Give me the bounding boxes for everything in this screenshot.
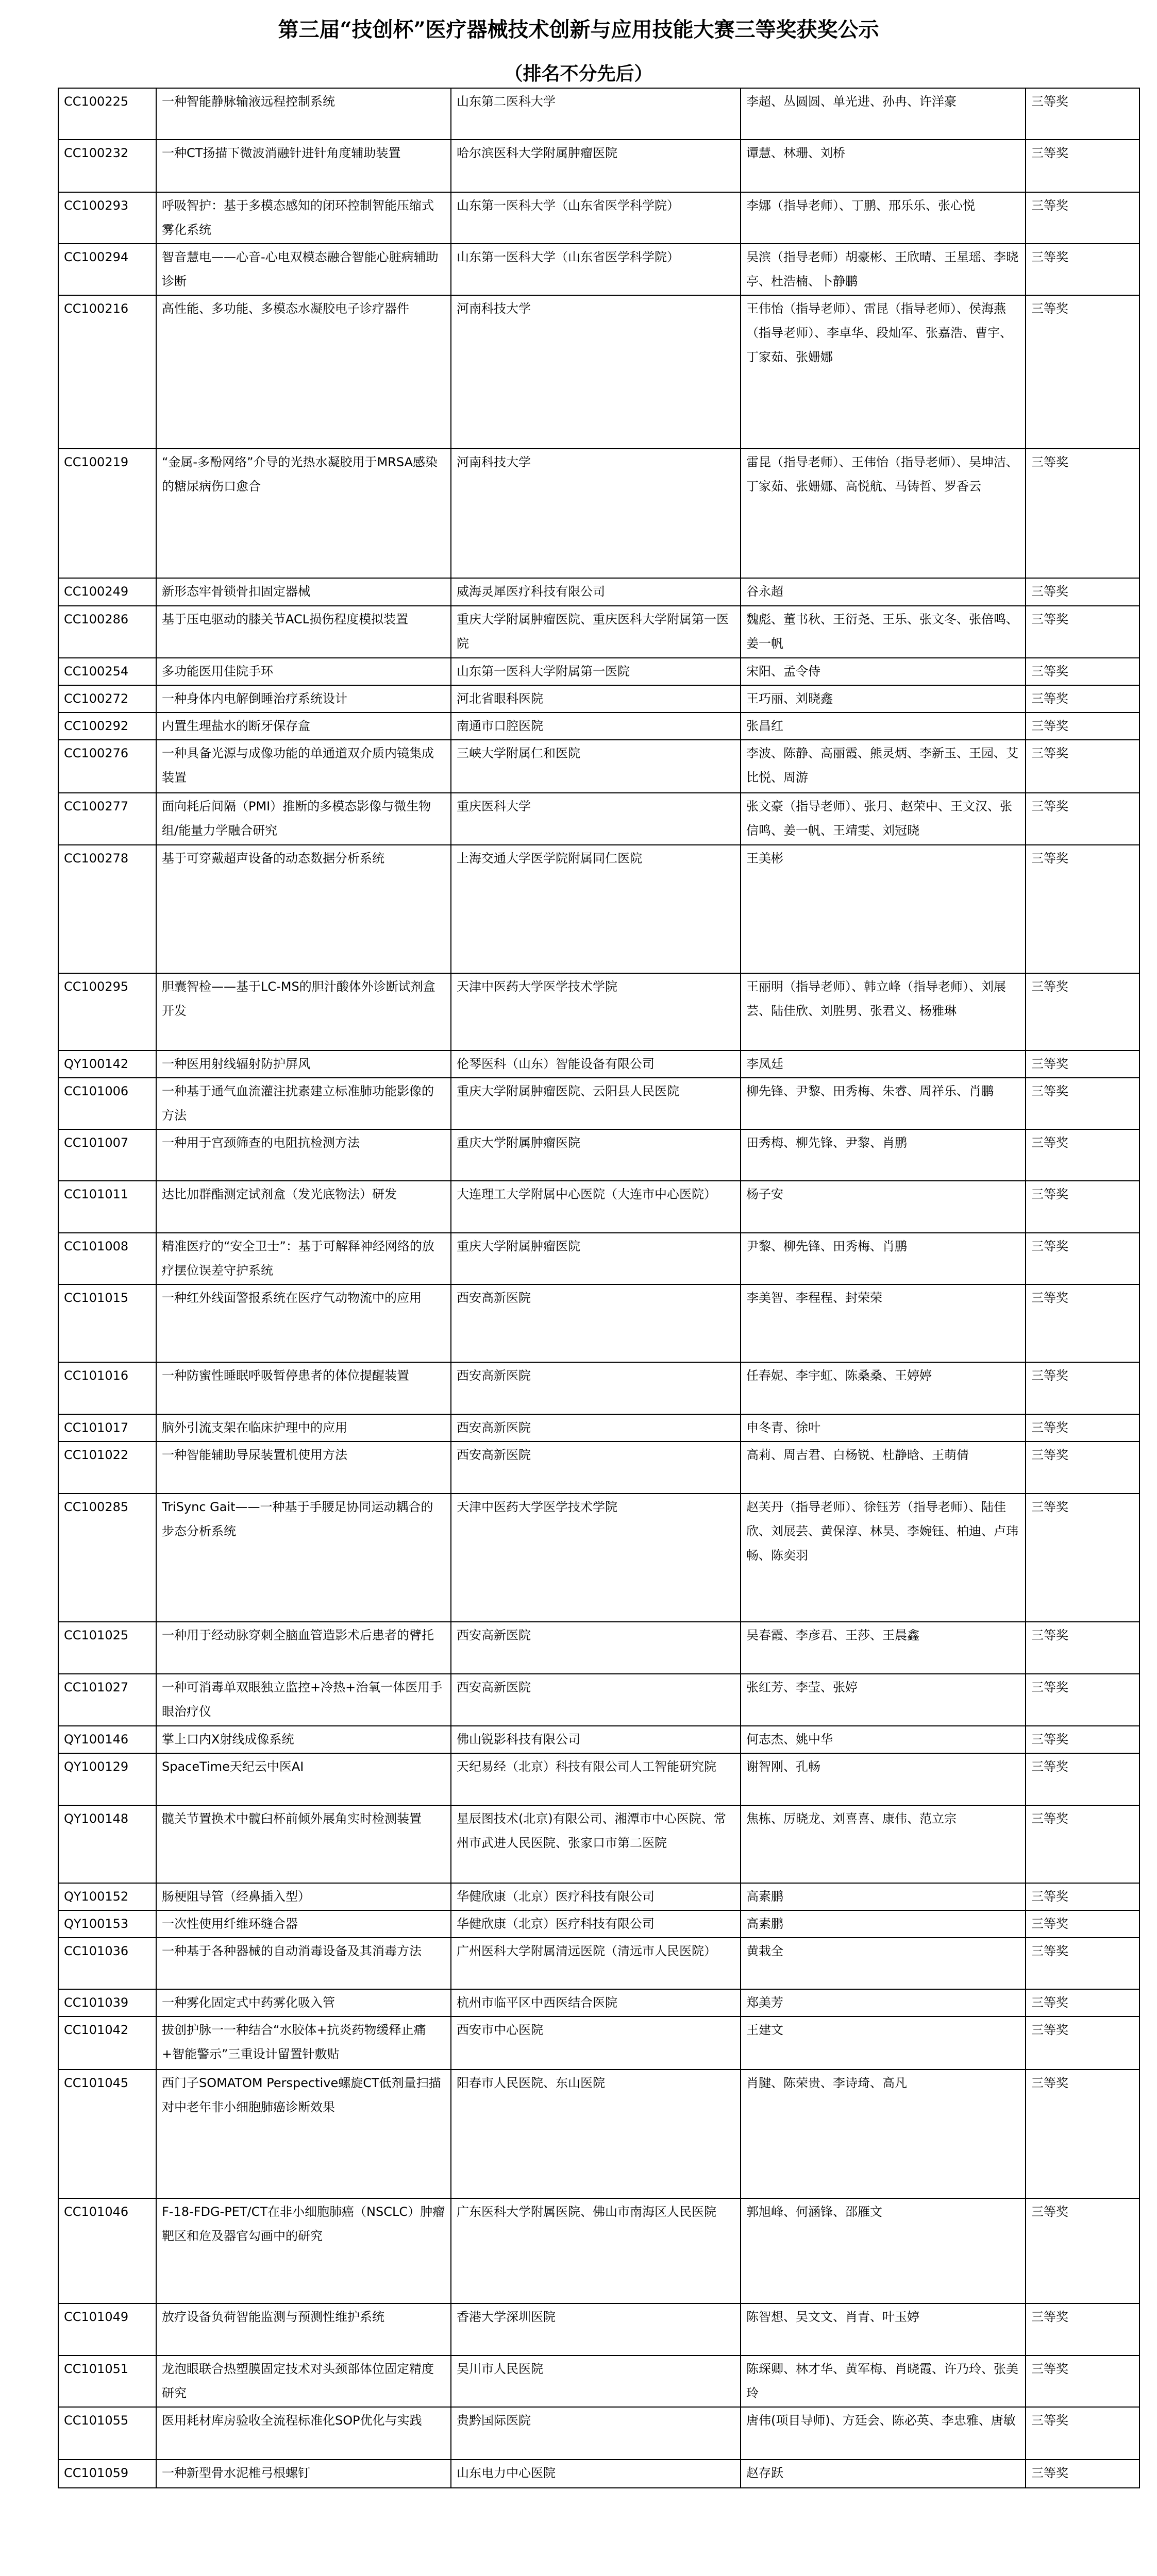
- award-id-cell: QY100129: [58, 1753, 156, 1805]
- members-cell: 王丽明（指导老师）、韩立峰（指导老师）、刘展芸、陆佳欣、刘胜男、张君义、杨雅琳: [741, 973, 1026, 1050]
- prize-cell: 三等奖: [1026, 1078, 1139, 1129]
- table-row: [58, 793, 1139, 845]
- project-name-cell: 胆囊智检——基于LC-MS的胆汁酸体外诊断试剂盒开发: [156, 973, 451, 1050]
- project-name-cell: 龙泡眼联合热塑膜固定技术对头颈部体位固定精度研究: [156, 2355, 451, 2407]
- award-id-cell: QY100148: [58, 1805, 156, 1883]
- table-row: [58, 1726, 1139, 1753]
- award-id-cell: CC100286: [58, 606, 156, 658]
- award-id-cell: CC100293: [58, 192, 156, 244]
- members-cell: 尹黎、柳先锋、田秀梅、肖鹏: [741, 1233, 1026, 1284]
- unit-cell: 佛山锐影科技有限公司: [451, 1726, 741, 1753]
- unit-cell: 河南科技大学: [451, 449, 741, 578]
- members-cell: 谷永超: [741, 578, 1026, 606]
- project-name-cell: “金属-多酚网络”介导的光热水凝胶用于MRSA感染的糖尿病伤口愈合: [156, 449, 451, 578]
- prize-cell: 三等奖: [1026, 793, 1139, 845]
- unit-cell: 山东第二医科大学: [451, 88, 741, 140]
- project-name-cell: F-18-FDG-PET/CT在非小细胞肺癌（NSCLC）肿瘤靶区和危及器官勾画中的研究: [156, 2198, 451, 2303]
- prize-cell: 三等奖: [1026, 606, 1139, 658]
- unit-cell: 天津中医药大学医学技术学院: [451, 973, 741, 1050]
- prize-cell: 三等奖: [1026, 578, 1139, 606]
- table-row: [58, 295, 1139, 449]
- members-cell: 何志杰、姚中华: [741, 1726, 1026, 1753]
- table-row: [58, 449, 1139, 578]
- members-cell: 张文豪（指导老师）、张月、赵荣中、王文汉、张信鸣、姜一帆、王靖雯、刘冠晓: [741, 793, 1026, 845]
- members-cell: 吴春霞、李彦君、王莎、王晨鑫: [741, 1622, 1026, 1674]
- prize-cell: 三等奖: [1026, 244, 1139, 295]
- prize-cell: 三等奖: [1026, 449, 1139, 578]
- members-cell: 郭旭峰、何涵锋、邵雁文: [741, 2198, 1026, 2303]
- unit-cell: 重庆医科大学: [451, 793, 741, 845]
- unit-cell: 河北省眼科医院: [451, 685, 741, 713]
- unit-cell: 重庆大学附属肿瘤医院、重庆医科大学附属第一医院: [451, 606, 741, 658]
- members-cell: 张红芳、李莹、张婷: [741, 1674, 1026, 1726]
- project-name-cell: 智音慧电——心音-心电双模态融合智能心脏病辅助诊断: [156, 244, 451, 295]
- members-cell: 宋阳、孟令侍: [741, 658, 1026, 685]
- members-cell: 唐伟(项目导师)、方廷会、陈必英、李忠雅、唐敏: [741, 2407, 1026, 2460]
- award-id-cell: CC100292: [58, 713, 156, 740]
- table-row: [58, 740, 1139, 793]
- prize-cell: 三等奖: [1026, 1753, 1139, 1805]
- members-cell: 申冬青、徐叶: [741, 1414, 1026, 1442]
- award-id-cell: CC100294: [58, 244, 156, 295]
- table-row: [58, 1233, 1139, 1284]
- members-cell: 王巧丽、刘晓鑫: [741, 685, 1026, 713]
- members-cell: 肖腱、陈荣贵、李诗琦、高凡: [741, 2070, 1026, 2198]
- prize-cell: 三等奖: [1026, 713, 1139, 740]
- project-name-cell: 一种红外线面警报系统在医疗气动物流中的应用: [156, 1284, 451, 1362]
- members-cell: 李波、陈静、高丽霞、熊灵炳、李新玉、王园、艾比悦、周游: [741, 740, 1026, 793]
- unit-cell: 华健欣康（北京）医疗科技有限公司: [451, 1883, 741, 1910]
- project-name-cell: 高性能、多功能、多模态水凝胶电子诊疗器件: [156, 295, 451, 449]
- prize-cell: 三等奖: [1026, 658, 1139, 685]
- award-id-cell: QY100142: [58, 1050, 156, 1078]
- table-row: [58, 2016, 1139, 2070]
- award-id-cell: CC100216: [58, 295, 156, 449]
- prize-cell: 三等奖: [1026, 1805, 1139, 1883]
- table-row: [58, 2460, 1139, 2488]
- prize-cell: 三等奖: [1026, 973, 1139, 1050]
- awards-table: [58, 88, 1140, 2488]
- award-id-cell: QY100152: [58, 1883, 156, 1910]
- prize-cell: 三等奖: [1026, 845, 1139, 973]
- prize-cell: 三等奖: [1026, 1414, 1139, 1442]
- prize-cell: 三等奖: [1026, 1674, 1139, 1726]
- prize-cell: 三等奖: [1026, 140, 1139, 192]
- table-row: [58, 244, 1139, 295]
- award-id-cell: CC101025: [58, 1622, 156, 1674]
- project-name-cell: 一种身体内电解倒睡治疗系统设计: [156, 685, 451, 713]
- table-row: [58, 1129, 1139, 1181]
- unit-cell: 南通市口腔医院: [451, 713, 741, 740]
- award-id-cell: CC100219: [58, 449, 156, 578]
- project-name-cell: 新形态牢骨锁骨扣固定器械: [156, 578, 451, 606]
- award-id-cell: CC100277: [58, 793, 156, 845]
- award-id-cell: CC101007: [58, 1129, 156, 1181]
- unit-cell: 西安高新医院: [451, 1622, 741, 1674]
- award-id-cell: CC101036: [58, 1938, 156, 1989]
- members-cell: 陈琛卿、林才华、黄军梅、肖晓霞、许乃玲、张美玲: [741, 2355, 1026, 2407]
- prize-cell: 三等奖: [1026, 1938, 1139, 1989]
- members-cell: 赵芙丹（指导老师）、徐钰芳（指导老师）、陆佳欣、刘展芸、黄保淳、林昊、李婉钰、柏迪、卢玮畅、陈奕羽: [741, 1494, 1026, 1622]
- members-cell: 焦栋、厉晓龙、刘喜喜、康伟、范立宗: [741, 1805, 1026, 1883]
- members-cell: 高素鹏: [741, 1910, 1026, 1938]
- table-row: [58, 845, 1139, 973]
- members-cell: 王建文: [741, 2016, 1026, 2070]
- project-name-cell: 一种雾化固定式中药雾化吸入管: [156, 1989, 451, 2016]
- table-row: [58, 2407, 1139, 2460]
- project-name-cell: SpaceTime天纪云中医AI: [156, 1753, 451, 1805]
- members-cell: 王伟怡（指导老师）、雷昆（指导老师）、侯海燕（指导老师）、李卓华、段灿军、张嘉浩、曹宇、丁家茹、张姗娜: [741, 295, 1026, 449]
- unit-cell: 重庆大学附属肿瘤医院: [451, 1129, 741, 1181]
- table-row: [58, 1494, 1139, 1622]
- unit-cell: 星辰图技术(北京)有限公司、湘潭市中心医院、常州市武进人民医院、张家口市第二医院: [451, 1805, 741, 1883]
- project-name-cell: 一种用于经动脉穿刺全脑血管造影术后患者的臂托: [156, 1622, 451, 1674]
- unit-cell: 贵黔国际医院: [451, 2407, 741, 2460]
- unit-cell: 三峡大学附属仁和医院: [451, 740, 741, 793]
- award-id-cell: CC101017: [58, 1414, 156, 1442]
- unit-cell: 哈尔滨医科大学附属肿瘤医院: [451, 140, 741, 192]
- prize-cell: 三等奖: [1026, 1622, 1139, 1674]
- project-name-cell: 精准医疗的“安全卫士”：基于可解释神经网络的放疗摆位误差守护系统: [156, 1233, 451, 1284]
- project-name-cell: 一种CT扬描下微波消融针进针角度辅助装置: [156, 140, 451, 192]
- page-title: 第三届“技创杯”医疗器械技术创新与应用技能大赛三等奖获奖公示: [278, 18, 879, 42]
- unit-cell: 天纪易经（北京）科技有限公司人工智能研究院: [451, 1753, 741, 1805]
- unit-cell: 伦琴医科（山东）智能设备有限公司: [451, 1050, 741, 1078]
- table-row: [58, 1622, 1139, 1674]
- project-name-cell: 脑外引流支架在临床护理中的应用: [156, 1414, 451, 1442]
- table-row: [58, 1284, 1139, 1362]
- unit-cell: 山东电力中心医院: [451, 2460, 741, 2488]
- project-name-cell: 医用耗材库房验收全流程标准化SOP优化与实践: [156, 2407, 451, 2460]
- unit-cell: 西安高新医院: [451, 1414, 741, 1442]
- award-id-cell: CC101049: [58, 2303, 156, 2355]
- table-row: [58, 973, 1139, 1050]
- members-cell: 李娜（指导老师）、丁鹏、邢乐乐、张心悦: [741, 192, 1026, 244]
- award-id-cell: CC101027: [58, 1674, 156, 1726]
- unit-cell: 华健欣康（北京）医疗科技有限公司: [451, 1910, 741, 1938]
- award-id-cell: CC101046: [58, 2198, 156, 2303]
- unit-cell: 山东第一医科大学（山东省医学科学院）: [451, 192, 741, 244]
- prize-cell: 三等奖: [1026, 740, 1139, 793]
- award-id-cell: CC101011: [58, 1181, 156, 1233]
- award-id-cell: CC101016: [58, 1362, 156, 1414]
- prize-cell: 三等奖: [1026, 295, 1139, 449]
- unit-cell: 大连理工大学附属中心医院（大连市中心医院）: [451, 1181, 741, 1233]
- project-name-cell: 拔创护脉一一种结合“水胶体+抗炎药物缓释止痛+智能警示”三重设计留置针敷贴: [156, 2016, 451, 2070]
- page-subtitle: （排名不分先后）: [504, 63, 653, 84]
- members-cell: 张昌红: [741, 713, 1026, 740]
- unit-cell: 西安高新医院: [451, 1674, 741, 1726]
- prize-cell: 三等奖: [1026, 685, 1139, 713]
- table-row: [58, 1989, 1139, 2016]
- members-cell: 高素鹏: [741, 1883, 1026, 1910]
- prize-cell: 三等奖: [1026, 1494, 1139, 1622]
- award-id-cell: CC100295: [58, 973, 156, 1050]
- members-cell: 王美彬: [741, 845, 1026, 973]
- unit-cell: 吴川市人民医院: [451, 2355, 741, 2407]
- project-name-cell: 髋关节置换术中髋臼杯前倾外展角实时检测装置: [156, 1805, 451, 1883]
- prize-cell: 三等奖: [1026, 2016, 1139, 2070]
- members-cell: 柳先锋、尹黎、田秀梅、朱睿、周祥乐、肖鹏: [741, 1078, 1026, 1129]
- award-id-cell: CC100232: [58, 140, 156, 192]
- unit-cell: 广东医科大学附属医院、佛山市南海区人民医院: [451, 2198, 741, 2303]
- unit-cell: 杭州市临平区中西医结合医院: [451, 1989, 741, 2016]
- project-name-cell: 放疗设备负荷智能监测与预测性维护系统: [156, 2303, 451, 2355]
- award-id-cell: CC101059: [58, 2460, 156, 2488]
- project-name-cell: 基于压电驱动的膝关节ACL损伤程度模拟装置: [156, 606, 451, 658]
- table-row: [58, 1938, 1139, 1989]
- table-row: [58, 1442, 1139, 1494]
- project-name-cell: 呼吸智护：基于多模态感知的闭环控制智能压缩式雾化系统: [156, 192, 451, 244]
- prize-cell: 三等奖: [1026, 2460, 1139, 2488]
- prize-cell: 三等奖: [1026, 1129, 1139, 1181]
- unit-cell: 山东第一医科大学附属第一医院: [451, 658, 741, 685]
- table-row: [58, 1050, 1139, 1078]
- table-row: [58, 578, 1139, 606]
- project-name-cell: 一种智能静脉输液远程控制系统: [156, 88, 451, 140]
- project-name-cell: 西门子SOMATOM Perspective螺旋CT低剂量扫描对中老年非小细胞肺癌诊断效果: [156, 2070, 451, 2198]
- prize-cell: 三等奖: [1026, 2355, 1139, 2407]
- table-row: [58, 1078, 1139, 1129]
- members-cell: 李凤廷: [741, 1050, 1026, 1078]
- unit-cell: 西安市中心医院: [451, 2016, 741, 2070]
- members-cell: 谢智刚、孔畅: [741, 1753, 1026, 1805]
- award-id-cell: CC101022: [58, 1442, 156, 1494]
- unit-cell: 广州医科大学附属清远医院（清远市人民医院）: [451, 1938, 741, 1989]
- unit-cell: 重庆大学附属肿瘤医院、云阳县人民医院: [451, 1078, 741, 1129]
- table-row: [58, 192, 1139, 244]
- award-id-cell: CC101055: [58, 2407, 156, 2460]
- award-id-cell: CC100254: [58, 658, 156, 685]
- members-cell: 谭慧、林珊、刘桥: [741, 140, 1026, 192]
- prize-cell: 三等奖: [1026, 1442, 1139, 1494]
- project-name-cell: 多功能医用佳院手环: [156, 658, 451, 685]
- members-cell: 任春妮、李宇虹、陈桑桑、王婷婷: [741, 1362, 1026, 1414]
- award-id-cell: CC100276: [58, 740, 156, 793]
- table-row: [58, 2303, 1139, 2355]
- unit-cell: 天津中医药大学医学技术学院: [451, 1494, 741, 1622]
- unit-cell: 威海灵犀医疗科技有限公司: [451, 578, 741, 606]
- project-name-cell: 一种医用射线辐射防护屏风: [156, 1050, 451, 1078]
- project-name-cell: 一种具备光源与成像功能的单通道双介质内镜集成装置: [156, 740, 451, 793]
- project-name-cell: 一种基于各种器械的自动消毒设备及其消毒方法: [156, 1938, 451, 1989]
- unit-cell: 河南科技大学: [451, 295, 741, 449]
- table-row: [58, 1910, 1139, 1938]
- award-id-cell: CC100249: [58, 578, 156, 606]
- prize-cell: 三等奖: [1026, 1233, 1139, 1284]
- unit-cell: 重庆大学附属肿瘤医院: [451, 1233, 741, 1284]
- project-name-cell: 一种防蜜性睡眠呼吸暂停患者的体位提醒装置: [156, 1362, 451, 1414]
- members-cell: 赵存跃: [741, 2460, 1026, 2488]
- prize-cell: 三等奖: [1026, 2407, 1139, 2460]
- awards-table-body: [58, 88, 1139, 2488]
- prize-cell: 三等奖: [1026, 2070, 1139, 2198]
- award-id-cell: CC101042: [58, 2016, 156, 2070]
- prize-cell: 三等奖: [1026, 192, 1139, 244]
- project-name-cell: 一种新型骨水泥椎弓根螺钉: [156, 2460, 451, 2488]
- award-id-cell: QY100153: [58, 1910, 156, 1938]
- prize-cell: 三等奖: [1026, 1883, 1139, 1910]
- table-row: [58, 1883, 1139, 1910]
- members-cell: 李超、丛圆圆、单光进、孙冉、许洋豪: [741, 88, 1026, 140]
- members-cell: 李美智、李程程、封荣荣: [741, 1284, 1026, 1362]
- project-name-cell: 内置生理盐水的断牙保存盒: [156, 713, 451, 740]
- members-cell: 杨子安: [741, 1181, 1026, 1233]
- project-name-cell: 基于可穿戴超声设备的动态数据分析系统: [156, 845, 451, 973]
- prize-cell: 三等奖: [1026, 1284, 1139, 1362]
- project-name-cell: TriSync Gait——一种基于手腰足协同运动耦合的步态分析系统: [156, 1494, 451, 1622]
- table-row: [58, 2070, 1139, 2198]
- project-name-cell: 一种可消毒单双眼独立监控+冷热+治氧一体医用手眼治疗仪: [156, 1674, 451, 1726]
- award-id-cell: CC100225: [58, 88, 156, 140]
- table-row: [58, 1181, 1139, 1233]
- members-cell: 郑美芳: [741, 1989, 1026, 2016]
- table-row: [58, 685, 1139, 713]
- table-row: [58, 713, 1139, 740]
- document-header: [0, 0, 1157, 88]
- table-row: [58, 2355, 1139, 2407]
- prize-cell: 三等奖: [1026, 1910, 1139, 1938]
- table-row: [58, 88, 1139, 140]
- table-row: [58, 1753, 1139, 1805]
- project-name-cell: 肠梗阻导管（经鼻插入型）: [156, 1883, 451, 1910]
- table-row: [58, 1674, 1139, 1726]
- project-name-cell: 达比加群酯测定试剂盒（发光底物法）研发: [156, 1181, 451, 1233]
- award-id-cell: QY100146: [58, 1726, 156, 1753]
- prize-cell: 三等奖: [1026, 1362, 1139, 1414]
- prize-cell: 三等奖: [1026, 1181, 1139, 1233]
- members-cell: 田秀梅、柳先锋、尹黎、肖鹏: [741, 1129, 1026, 1181]
- prize-cell: 三等奖: [1026, 1726, 1139, 1753]
- table-row: [58, 1362, 1139, 1414]
- unit-cell: 阳春市人民医院、东山医院: [451, 2070, 741, 2198]
- award-id-cell: CC101006: [58, 1078, 156, 1129]
- award-id-cell: CC101051: [58, 2355, 156, 2407]
- project-name-cell: 掌上口内X射线成像系统: [156, 1726, 451, 1753]
- award-id-cell: CC101045: [58, 2070, 156, 2198]
- award-id-cell: CC100285: [58, 1494, 156, 1622]
- award-id-cell: CC100278: [58, 845, 156, 973]
- prize-cell: 三等奖: [1026, 88, 1139, 140]
- project-name-cell: 面向耗后间隔（PMI）推断的多模态影像与微生物组/能量力学融合研究: [156, 793, 451, 845]
- project-name-cell: 一种用于宫颈筛查的电阻抗检测方法: [156, 1129, 451, 1181]
- prize-cell: 三等奖: [1026, 1989, 1139, 2016]
- members-cell: 雷昆（指导老师）、王伟怡（指导老师）、吴坤洁、丁家茹、张姗娜、高悦航、马铸哲、罗香云: [741, 449, 1026, 578]
- table-row: [58, 606, 1139, 658]
- members-cell: 黄栽全: [741, 1938, 1026, 1989]
- project-name-cell: 一种基于通气血流灌注扰素建立标准肺功能影像的方法: [156, 1078, 451, 1129]
- award-id-cell: CC101015: [58, 1284, 156, 1362]
- award-id-cell: CC101039: [58, 1989, 156, 2016]
- unit-cell: 上海交通大学医学院附属同仁医院: [451, 845, 741, 973]
- members-cell: 魏彪、董书秋、王衍尧、王乐、张文冬、张倍鸣、姜一帆: [741, 606, 1026, 658]
- unit-cell: 西安高新医院: [451, 1284, 741, 1362]
- unit-cell: 西安高新医院: [451, 1442, 741, 1494]
- table-row: [58, 658, 1139, 685]
- unit-cell: 香港大学深圳医院: [451, 2303, 741, 2355]
- members-cell: 陈智想、吴文文、肖青、叶玉婷: [741, 2303, 1026, 2355]
- members-cell: 吴滨（指导老师）胡豪彬、王欣晴、王星瑶、李晓亭、杜浩楠、卜静鹏: [741, 244, 1026, 295]
- project-name-cell: 一次性使用纤维环缝合器: [156, 1910, 451, 1938]
- table-row: [58, 1414, 1139, 1442]
- members-cell: 高莉、周吉君、白杨锐、杜静晗、王萌倩: [741, 1442, 1026, 1494]
- unit-cell: 西安高新医院: [451, 1362, 741, 1414]
- table-row: [58, 1805, 1139, 1883]
- award-id-cell: CC100272: [58, 685, 156, 713]
- unit-cell: 山东第一医科大学（山东省医学科学院）: [451, 244, 741, 295]
- table-row: [58, 140, 1139, 192]
- award-id-cell: CC101008: [58, 1233, 156, 1284]
- table-row: [58, 2198, 1139, 2303]
- project-name-cell: 一种智能辅助导尿装置机使用方法: [156, 1442, 451, 1494]
- prize-cell: 三等奖: [1026, 2303, 1139, 2355]
- prize-cell: 三等奖: [1026, 1050, 1139, 1078]
- prize-cell: 三等奖: [1026, 2198, 1139, 2303]
